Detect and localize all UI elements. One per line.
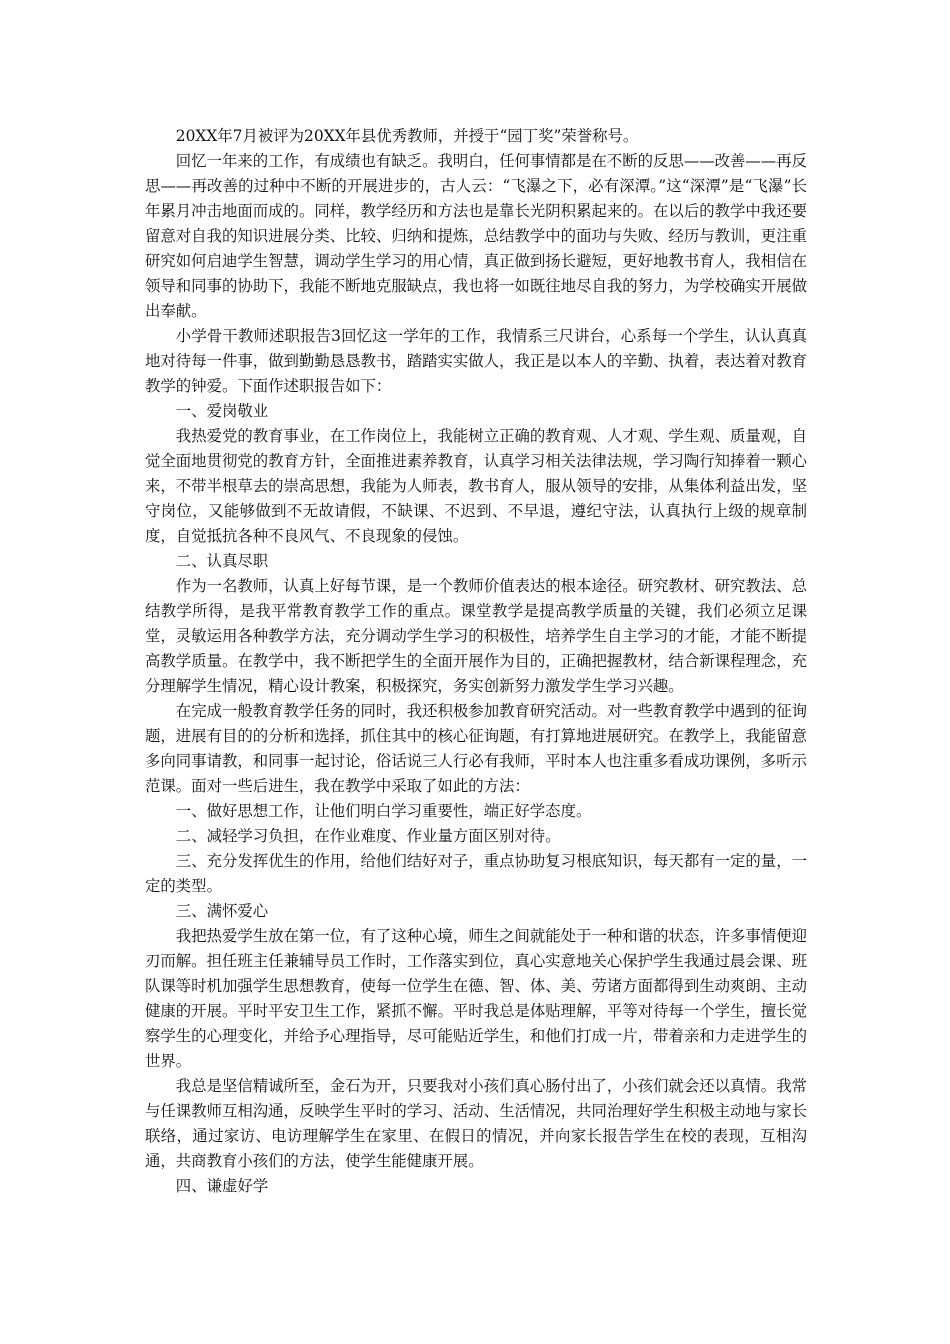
paragraph-caring: 我把热爱学生放在第一位，有了这种心境，师生之间就能处于一种和谐的状态，许多事情便迎刃而解。担任班主任兼辅导员工作时，工作落实到位，真心实意地关心保护学生我通过晨会课、班队课等时机加强学生思想教育，使每一位学生在德、智、体、美、劳诸方面都得到生动爽朗、主动健康的开展。平时平安卫生工作，紧抓不懈。平时我总是体贴理解，平等对待每一个学生，擅长觉察学生的心理变化，并给予心理指导，尽可能贴近学生，和他们打成一片，带着亲和力走进学生的世界。 [145, 927, 807, 1070]
paragraph-award: 20XX年7月被评为20XX年县优秀教师，并授于“园丁奖”荣誉称号。 [175, 127, 639, 145]
paragraph-research: 在完成一般教育教学任务的同时，我还积极参加教育研究活动。对一些教育教学中遇到的征询题，进展有目的的分析和选择，抓住其中的核心征询题，有打算地进展研究。在教学上，我能留意多向同事请教，和同事一起讨论，俗话说三人行必有我师，平时本人也注重多看成功课例，多听示范课。面对一些后进生，我在教学中采取了如此的方法： [145, 702, 807, 795]
heading-caring: 三、满怀爱心 [175, 902, 269, 920]
heading-diligence: 二、认真尽职 [175, 552, 269, 570]
paragraph-love-job: 我热爱党的教育事业，在工作岗位上，我能树立正确的教育观、人才观、学生观、质量观，自觉全面地贯彻党的教育方针，全面推进素养教育，认真学习相关法律法规，学习陶行知捧着一颗心来，不带半根草去的崇高思想，我能为人师表，教书育人，服从领导的安排，从集体利益出发，坚守岗位，又能够做到不无故请假，不缺课、不迟到、不早退，遵纪守法，认真执行上级的规章制度，自觉抵抗各种不良风气、不良现象的侵蚀。 [145, 427, 807, 545]
heading-humble: 四、谦虚好学 [175, 1177, 269, 1195]
paragraph-sincerity: 我总是坚信精诚所至，金石为开，只要我对小孩们真心肠付出了，小孩们就会还以真情。我常与任课教师互相沟通，反映学生平时的学习、活动、生活情况，共同治理好学生积极主动地与家长联络，通过家访、电访理解学生在家里、在假日的情况，并向家长报告学生在校的表现，互相沟通，共商教育小孩们的方法，使学生能健康开展。 [145, 1077, 807, 1170]
paragraph-report-intro: 小学骨干教师述职报告3回忆这一学年的工作，我情系三尺讲台，心系每一个学生，认认真真地对待每一件事，做到勤勤恳恳教书，踏踏实实做人，我正是以本人的辛勤、执着，表达着对教育教学的钟爱。下面作述职报告如下： [145, 327, 807, 395]
list-item-burden: 二、减轻学习负担，在作业难度、作业量方面区别对待。 [175, 827, 561, 845]
heading-love-job: 一、爱岗敬业 [175, 402, 269, 420]
paragraph-diligence: 作为一名教师，认真上好每节课，是一个教师价值表达的根本途径。研究教材、研究教法、总结教学所得，是我平常教育教学工作的重点。课堂教学是提高教学质量的关键，我们必须立足课堂，灵敏运用各种教学方法，充分调动学生学习的积极性，培养学生自主学习的才能，才能不断提高教学质量。在教学中，我不断把学生的全面开展作为目的，正确把握教材，结合新课程理念，充分理解学生情况，精心设计教案，积极探究，务实创新努力激发学生学习兴趣。 [145, 577, 807, 695]
document-page [145, 124, 807, 1199]
list-item-thinking: 一、做好思想工作，让他们明白学习重要性，端正好学态度。 [175, 802, 592, 820]
paragraph-reflection: 回忆一年来的工作，有成绩也有缺乏。我明白，任何事情都是在不断的反思——改善——再反思——再改善的过种中不断的开展进步的，古人云：“飞瀑之下，必有深潭。”这“深潭”是“飞瀑”长年累月冲击地面而成的。同样，教学经历和方法也是靠长光阴积累起来的。在以后的教学中我还要留意对自我的知识进展分类、比较、归纳和提炼，总结教学中的面功与失败、经历与教训，更注重研究如何启迪学生智慧，调动学生学习的用心情，真正做到扬长避短，更好地教书育人，我相信在领导和同事的协助下，我能不断地克服缺点，我也将一如既往地尽自我的努力，为学校确实开展做出奉献。 [145, 152, 807, 320]
list-item-pairing: 三、充分发挥优生的作用，给他们结好对子，重点协助复习根底知识，每天都有一定的量，一定的类型。 [145, 852, 807, 895]
